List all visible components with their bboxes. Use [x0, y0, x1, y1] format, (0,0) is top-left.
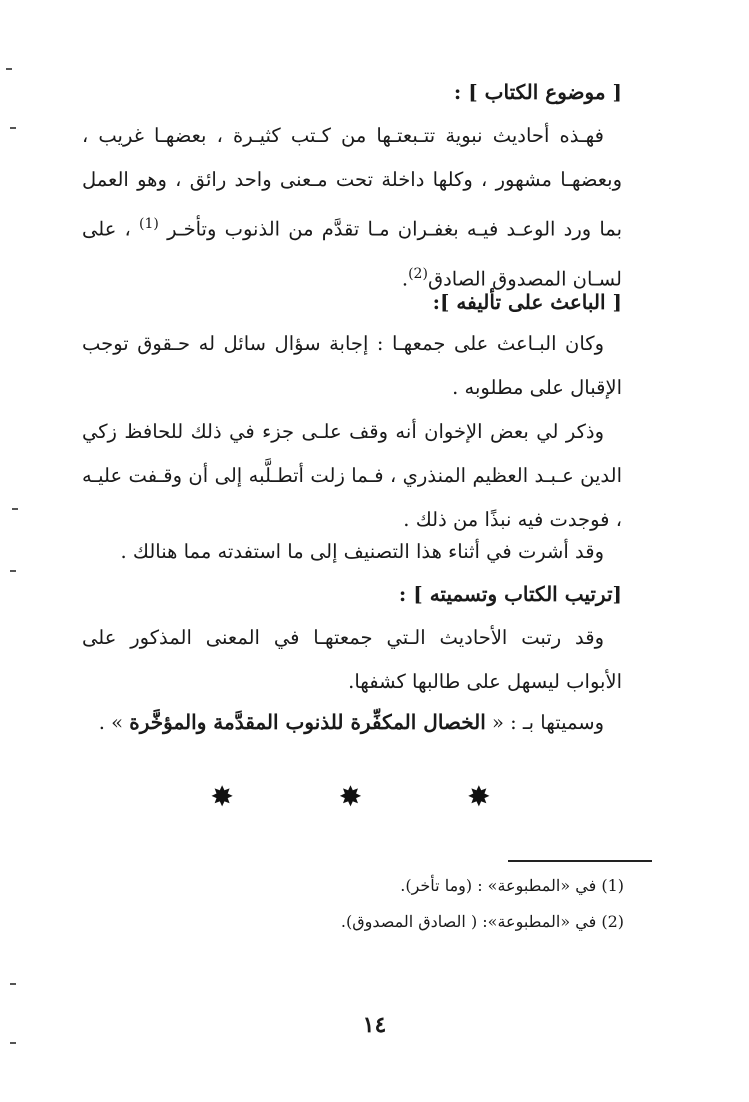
separator-stars: ✸ ✸ ✸ [210, 780, 539, 813]
paragraph-text: وسميتها بـ : « [485, 711, 604, 734]
paragraph-text: فهـذه أحاديث نبوية تتـبعتـها من كـتب كثيـرة ، بعضهـا غريب ، وبعضهـا مشهور ، وكلها داخلة تحت مـعنى واحد رائق ، وهو العمل بما ورد الوعـد فيـه بغفـران مـا تقدَّم من الذنوب وتأخـر [82, 124, 623, 241]
scan-mark [10, 983, 16, 985]
paragraph-text: » . [98, 711, 130, 734]
scan-mark [12, 508, 18, 510]
paragraph-reference: وقد أشرت في أثناء هذا التصنيف إلى ما استفدته مما هنالك . [120, 540, 604, 563]
paragraph-topic [82, 114, 622, 301]
scan-mark [10, 127, 16, 129]
paragraph-text: . [401, 267, 409, 290]
footnote-1: (1) في «المطبوعة» : (وما تأخر). [400, 876, 624, 895]
footnote-divider [508, 860, 652, 862]
paragraph-arrangement: وقد رتبت الأحاديث الـتي جمعتهـا في المعنى المذكور على الأبواب ليسهل على طالبها كشفها. [82, 626, 622, 693]
heading-book-topic: [ موضوع الكتاب ] : [453, 80, 622, 104]
footnote-ref: (1) [139, 216, 159, 232]
paragraph-motive: وكان البـاعث على جمعهـا : إجابة سؤال سائل له حـقوق توجب الإقبال على مطلوبه . [82, 332, 622, 399]
book-title: الخصال المكفِّرة للذنوب المقدَّمة والمؤخَّرة [129, 710, 486, 734]
heading-arrangement: [ترتيب الكتاب وتسميته ] : [398, 582, 622, 606]
paragraph-naming [82, 700, 622, 745]
footnote-ref: (2) [408, 265, 428, 282]
page-number: ١٤ [362, 1012, 387, 1038]
scan-mark [6, 68, 12, 70]
paragraph-source: وذكر لي بعض الإخوان أنه وقف علـى جزء في ذلك للحافظ زكي الدين عـبـد العظيم المنذري ، فـما زلت أتطـلَّبه إلى أن وقـفت عليـه ، فوجدت فيه نبذًا من ذلك . [82, 420, 622, 531]
footnote-2: (2) في «المطبوعة»: ( الصادق المصدوق). [340, 912, 624, 931]
scan-mark [10, 570, 16, 572]
heading-motive: [ الباعث على تأليفه ]: [432, 290, 622, 314]
paragraph-text: ، على لسـان المصدوق الصادق [82, 217, 622, 290]
scan-mark [10, 1042, 16, 1044]
